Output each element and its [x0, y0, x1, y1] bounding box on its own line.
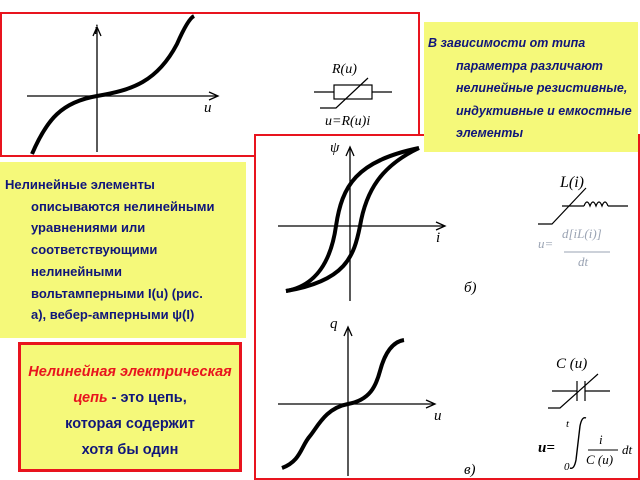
note-types-line: нелинейные резистивные, — [456, 81, 628, 95]
integral-sign — [570, 418, 586, 469]
nonlinear-slash — [320, 78, 368, 108]
capacitor-formula-numerator: i — [599, 432, 603, 447]
inductive-current-label: i — [436, 230, 441, 246]
definition-note — [18, 342, 242, 472]
iv-curve — [32, 16, 194, 154]
panel-inductive-capacitive — [254, 134, 640, 480]
definition-term: Нелинейная электрическая — [28, 364, 232, 380]
definition-term-tail: цепь — [73, 390, 108, 406]
current-axis-label: i — [94, 22, 99, 38]
capacitor-formula-dt: dt — [622, 442, 633, 457]
capacitor-label: C (u) — [556, 356, 588, 372]
inductor-label: L(i) — [560, 174, 584, 191]
note-desc-line: а), вебер-амперными ψ(I) — [31, 307, 195, 323]
note-desc-line: вольтамперными I(u) (рис. — [31, 285, 203, 301]
definition-line-3: которая содержит — [65, 416, 195, 432]
inductor-coil — [584, 202, 608, 206]
note-desc-line: нелинейными — [31, 263, 122, 279]
note-desc-line: уравнениями или — [31, 220, 146, 236]
note-types-line: параметра различают — [456, 58, 603, 73]
element-types-note — [424, 22, 638, 152]
note-types-line: В зависимости от типа — [428, 36, 586, 50]
capacitor-formula-denominator: C (u) — [586, 452, 614, 467]
note-desc-line: соответствующими — [31, 242, 158, 258]
capacitor-formula-lhs: u= — [538, 440, 555, 456]
caption-b: б) — [464, 280, 477, 296]
inductor-formula-numerator: d[iL(i)] — [562, 226, 602, 241]
integral-lower-limit: 0 — [564, 461, 570, 473]
caption-c: в) — [464, 462, 476, 478]
nonlinear-description-note — [0, 162, 246, 338]
inductor-formula-lhs: u= — [538, 236, 554, 251]
definition-line-4: хотя бы один — [81, 442, 179, 458]
note-types-line: элементы — [456, 126, 523, 140]
resistor-formula: u=R(u)i — [325, 114, 371, 129]
definition-line-2 — [25, 385, 235, 411]
note-desc-line: описываются нелинейными — [31, 198, 215, 214]
voltage-axis-label: u — [204, 100, 212, 116]
flux-axis-label: ψ — [330, 140, 340, 156]
note-types-line: индуктивные и емкостные — [456, 103, 632, 118]
hysteresis-upper-branch — [286, 148, 419, 291]
charge-axis-label: q — [330, 316, 338, 332]
definition-text: - это цепь, — [107, 390, 187, 406]
inductor-formula-denominator: dt — [578, 254, 589, 269]
capacitive-voltage-label: u — [434, 408, 442, 424]
resistor-label: R(u) — [332, 62, 357, 77]
integral-upper-limit: t — [566, 418, 570, 430]
note-desc-line: Нелинейные элементы — [5, 177, 155, 192]
hysteresis-lower-branch — [286, 148, 419, 291]
